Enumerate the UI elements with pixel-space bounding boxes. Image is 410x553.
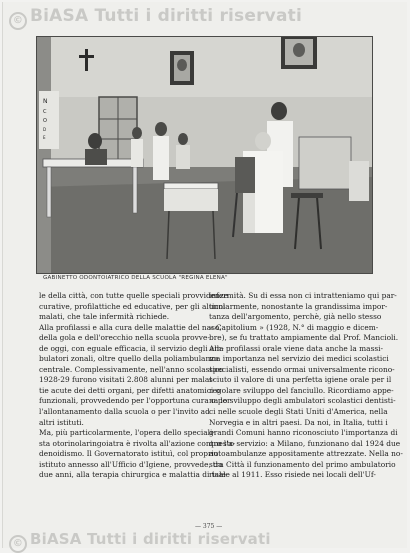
right-text-column [209,291,403,481]
text-line: infermità. Su di essa non ci intratteniamo qui par- [209,291,397,300]
photo-illustration [37,37,372,273]
text-line: « Capitolium » (1928, N.° di maggio e dicem- [209,322,379,332]
text-line: centrale. Complessivamente, nell'anno scolastico [39,364,224,374]
text-line: regolare sviluppo del fanciullo. Ricordiamo appe- [209,385,394,395]
text-line: 1928-29 furono visitati 2.808 alunni per malat- [39,375,215,385]
text-line: Norvegia e in altri paesi. Da noi, in Italia, tutti i [209,417,388,427]
figure-caption: GABINETTO ODONTOIATRICO DELLA SCUOLA "REGINA ELENA" [43,275,228,281]
text-line: questo servizio: a Milano, funzionano dal 1924 due [209,438,401,448]
text-line: ticolarmente, nonostante la grandissima impor- [209,301,388,311]
eye-chart-letter: O [43,118,47,124]
eye-chart-letter: C [43,109,47,115]
text-line: due anni, alla terapia chirurgica e malattia di tale [39,470,226,480]
dental-chair [235,157,255,193]
copyright-icon: © [9,12,27,30]
text-line: istituto annesso all'Ufficio d'Igiene, provvede, da [39,459,223,469]
text-line: le della città, con tutte quelle speciali provvidenze [39,291,229,300]
text-line: bre), se fu trattato ampiamente dal Prof. Mancioli. [209,333,399,343]
page-number: — 375 — [195,523,223,530]
text-line: bulatori zonali, oltre quello della poliambulanza [39,354,219,364]
watermark-top: © BiASA Tutti i diritti riservati [9,6,302,30]
text-line: sta otorinolaringoiatra è rivolta all'azione contro l'a- [39,438,236,448]
text-line: l'allontanamento dalla scuola o per l'invito ad [39,407,210,417]
text-line: Alla profilassi e alla cura delle malattie del naso, [39,322,222,332]
text-line: Ma, più particolarmente, l'opera dello speciali- [39,428,215,438]
text-line: ci nelle scuole degli Stati Uniti d'America, nella [209,407,388,417]
text-line: Alla profilassi orale viene data anche la massi- [209,343,384,353]
text-line: denoidismo. Il Governatorato istituì, col proprio [39,449,219,459]
text-line: grandi Comuni hanno riconosciuto l'importanza di [209,428,398,438]
instrument-table [164,183,218,189]
text-line: specialisti, essendo ormai universalmente ricono- [209,364,395,374]
page [2,2,407,548]
eye-chart-letter: D [43,127,47,132]
text-line: ma importanza nel servizio dei medici scolastici [209,354,389,364]
cross-icon [85,49,88,71]
text-line: tanza dell'argomento, perchè, già nello stesso [209,312,382,322]
text-line: tie acute dei detti organi, per difetti anatomici o [39,385,221,395]
text-line: altri istituti. [39,417,84,427]
eye-chart-letter: E [43,135,46,140]
copyright-icon: © [9,535,27,553]
eye-chart [39,91,59,149]
text-line: risale al 1911. Esso risiede nei locali dell'Uf- [209,470,376,480]
text-line: stra Città il funzionamento del primo ambulatorio [209,459,396,469]
text-line: na lo sviluppo degli ambulatori scolastici dentisti- [209,396,396,406]
text-line: funzionali, provvedendo per l'opportuna cura o per [39,396,231,406]
left-text-column [39,291,236,481]
text-line: della gola e dell'orecchio nella scuola provve- [39,333,210,343]
text-line: de oggi, con eguale efficacia, il servizio degli am- [39,343,224,353]
text-line: malati, che tale infermità richiede. [39,312,170,322]
eye-chart-letter: N [43,98,48,105]
text-line: curative, profilattiche ed educative, per gli alunni [39,301,226,311]
text-line: sciuto il valore di una perfetta igiene orale per il [209,375,392,385]
text-line: autoambulanze appositamente attrezzate. Nella no- [209,449,403,459]
photograph [36,36,373,274]
watermark-bottom: © BiASA Tutti i diritti riservati [9,530,271,553]
